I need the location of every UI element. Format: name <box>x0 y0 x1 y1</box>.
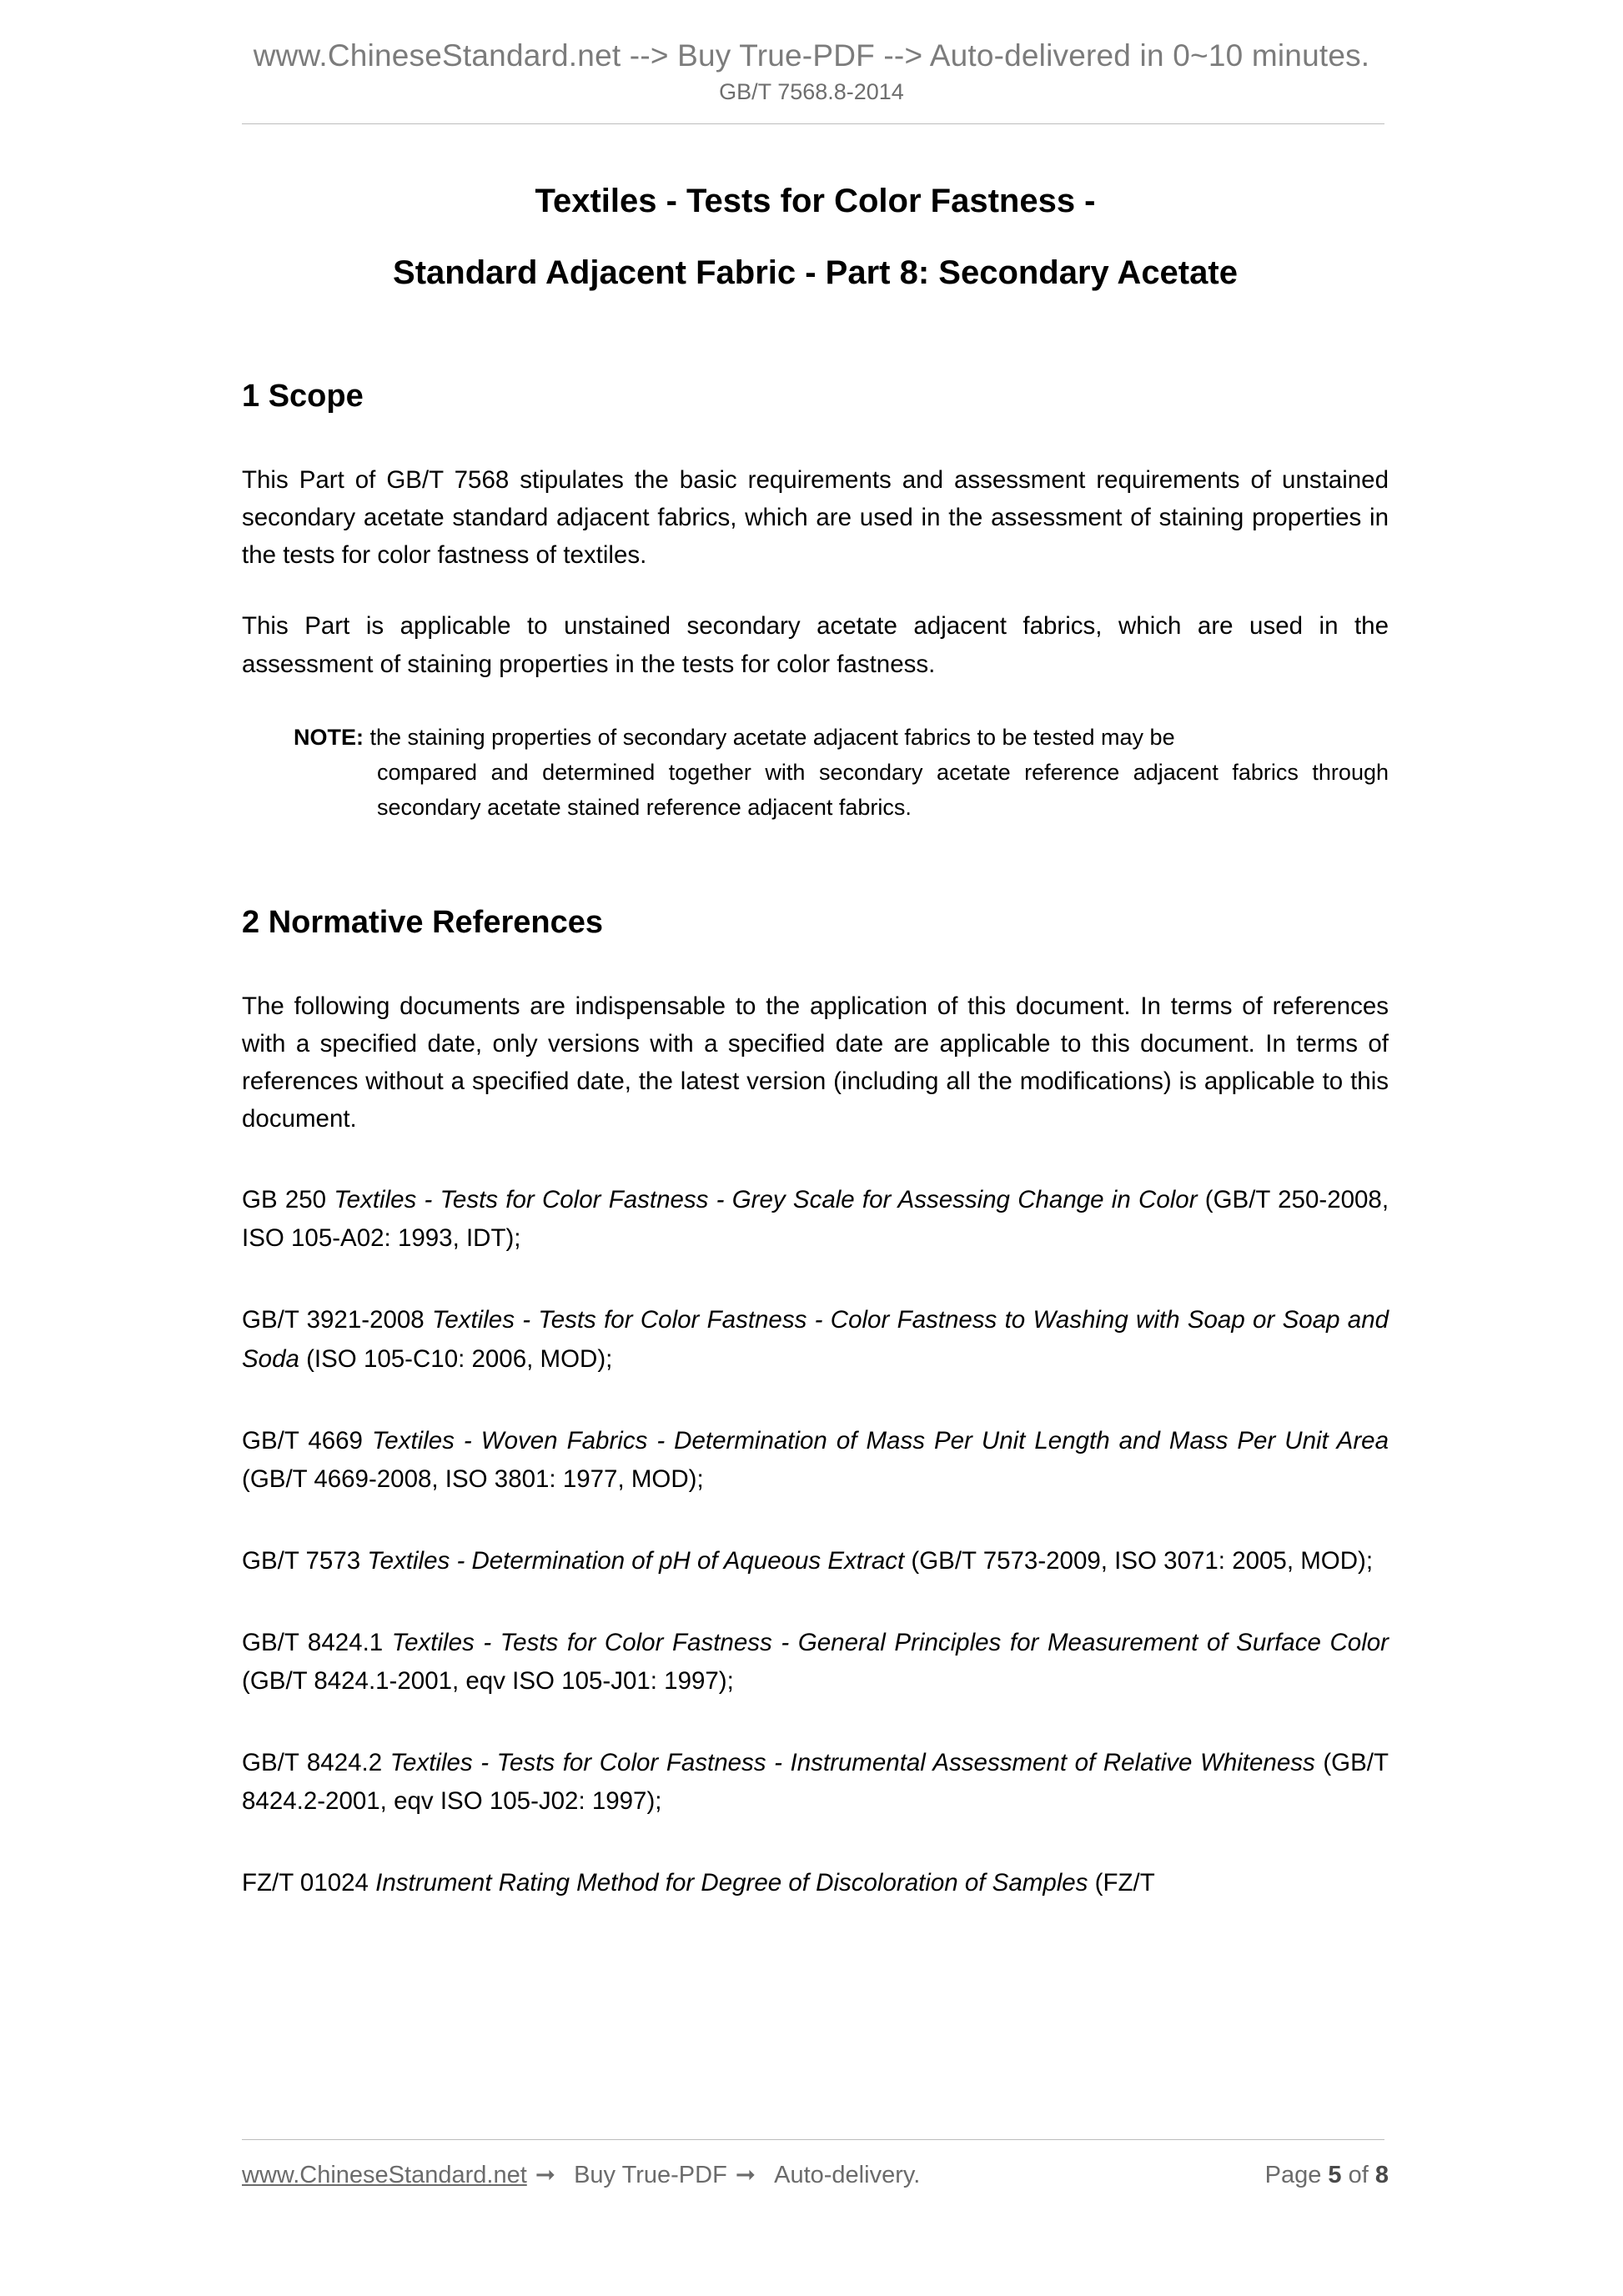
reference-tail: (GB/T 8424.2-2001, eqv ISO 105-J02: 1997); <box>242 1748 1389 1815</box>
standard-code: GB/T 7568.8-2014 <box>719 79 904 104</box>
reference-code: GB/T 7573 <box>242 1546 368 1575</box>
reference-title: Textiles - Tests for Color Fastness - Color Fastness to Washing with Soap or Soap and Soda <box>242 1306 1389 1373</box>
page-content <box>242 175 1389 1902</box>
scope-note <box>294 720 1389 825</box>
reference-item <box>242 1181 1389 1258</box>
reference-code: GB/T 3921-2008 <box>242 1306 433 1334</box>
reference-tail: (ISO 105-C10: 2006, MOD); <box>299 1344 613 1373</box>
page-label: Page <box>1264 2162 1322 2188</box>
heading-scope: 1 Scope <box>242 379 364 414</box>
reference-item <box>242 1624 1389 1701</box>
reference-item <box>242 1301 1389 1378</box>
reference-code: GB 250 <box>242 1186 334 1214</box>
normative-references-intro: The following documents are indispensable to the application of this document. In terms of references with a specified date, only versions with a specified date are applicable to this document. In terms of references without a specified date, the latest version (including all the modifications) is applicable to this document. <box>242 992 1389 1133</box>
reference-item <box>242 1864 1389 1902</box>
arrow-right-icon: ➞ <box>735 2162 756 2188</box>
page-title <box>242 175 1389 299</box>
heading-normative-references: 2 Normative References <box>242 904 603 940</box>
reference-item <box>242 1542 1389 1580</box>
note-text-continued: compared and determined together with secondary acetate reference adjacent fabrics through secondary acetate stained reference adjacent fabrics. <box>377 759 1389 820</box>
header-divider <box>242 123 1384 124</box>
page-total: 8 <box>1374 2162 1389 2188</box>
page-footer <box>242 2160 1389 2189</box>
reference-title: Textiles - Tests for Color Fastness - Grey Scale for Assessing Change in Color <box>334 1186 1198 1214</box>
reference-item <box>242 1744 1389 1821</box>
footer-site-link[interactable]: www.ChineseStandard.net <box>242 2162 527 2188</box>
page-title-line-1: Textiles - Tests for Color Fastness - <box>535 183 1096 219</box>
reference-tail: (GB/T 8424.1-2001, eqv ISO 105-J01: 1997); <box>242 1666 734 1695</box>
reference-code: GB/T 8424.1 <box>242 1628 392 1656</box>
reference-code: GB/T 8424.2 <box>242 1748 390 1776</box>
page-title-line-2: Standard Adjacent Fabric - Part 8: Secondary Acetate <box>393 254 1238 291</box>
reference-tail: (FZ/T <box>1088 1868 1155 1897</box>
reference-tail: (GB/T 250-2008, ISO 105-A02: 1993, IDT); <box>242 1186 1389 1253</box>
page-number: 5 <box>1328 2162 1342 2188</box>
reference-title: Textiles - Tests for Color Fastness - General Principles for Measurement of Surface Color <box>391 1628 1389 1656</box>
reference-code: FZ/T 01024 <box>242 1868 376 1897</box>
note-text: the staining properties of secondary acetate adjacent fabrics to be tested may be <box>369 724 1175 750</box>
note-label: NOTE: <box>294 724 364 750</box>
reference-title: Textiles - Tests for Color Fastness - Instrumental Assessment of Relative Whiteness <box>389 1748 1315 1776</box>
reference-title: Textiles - Woven Fabrics - Determination of Mass Per Unit Length and Mass Per Unit Area <box>371 1426 1389 1454</box>
watermark-banner: www.ChineseStandard.net --> Buy True-PDF --> Auto-delivered in 0~10 minutes. <box>253 38 1370 73</box>
page-indicator <box>1265 2162 1389 2189</box>
of-label: of <box>1348 2162 1369 2188</box>
reference-title: Textiles - Determination of pH of Aqueous Extract <box>367 1546 905 1575</box>
reference-tail: (GB/T 4669-2008, ISO 3801: 1977, MOD); <box>242 1465 704 1493</box>
reference-code: GB/T 4669 <box>242 1426 372 1454</box>
scope-paragraph-2: This Part is applicable to unstained secondary acetate adjacent fabrics, which are used in the assessment of staining properties in the tests for color fastness. <box>242 612 1389 678</box>
footer-buy-label: Buy True-PDF <box>574 2162 727 2188</box>
reference-title: Instrument Rating Method for Degree of Discoloration of Samples <box>375 1868 1088 1897</box>
scope-paragraph-1: This Part of GB/T 7568 stipulates the basic requirements and assessment requirements of unstained secondary acetate standard adjacent fabrics, which are used in the assessment of staining properties in the tests for color fastness of textiles. <box>242 466 1389 570</box>
reference-tail: (GB/T 7573-2009, ISO 3071: 2005, MOD); <box>904 1546 1374 1575</box>
footer-divider <box>242 2139 1384 2140</box>
reference-item <box>242 1422 1389 1499</box>
arrow-right-icon: ➞ <box>535 2162 556 2188</box>
footer-delivery-label: Auto-delivery. <box>774 2162 921 2188</box>
